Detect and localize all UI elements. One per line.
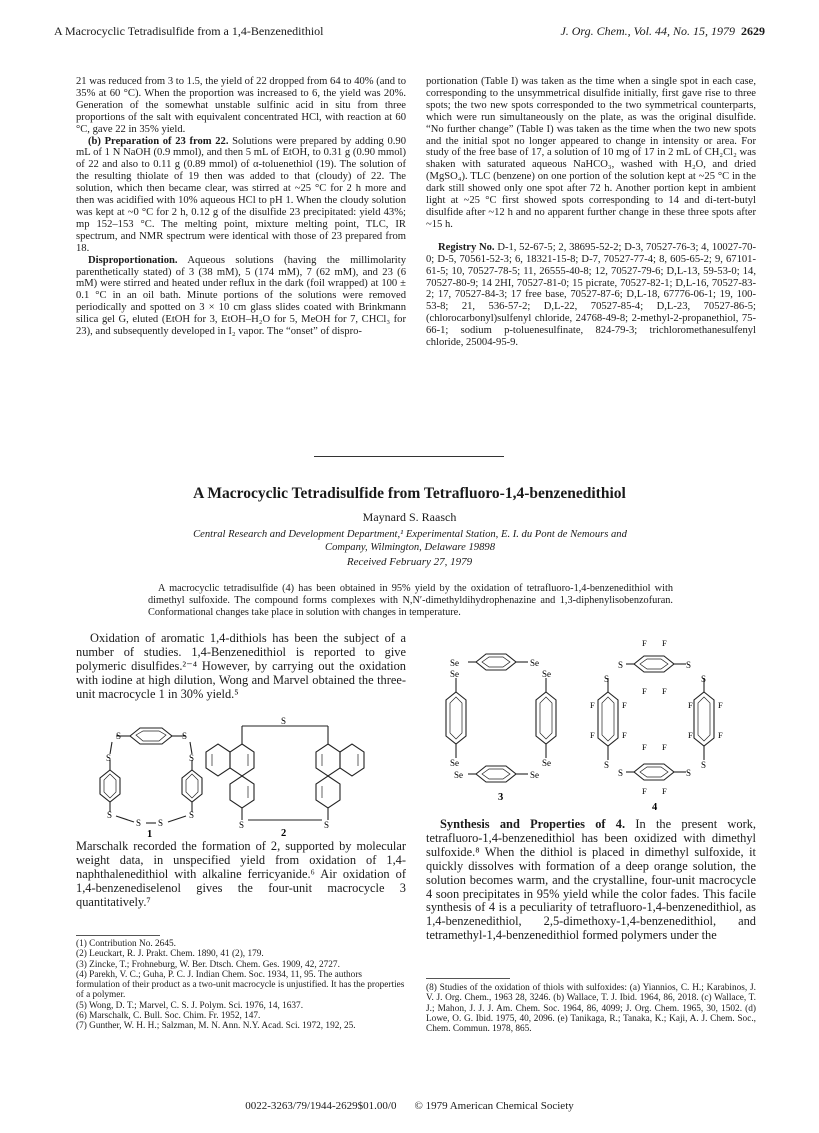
page-number: 2629 (741, 24, 765, 38)
footnote-5: (5) Wong, D. T.; Marvel, C. S. J. Polym. Sci. 1976, 14, 1637. (76, 1000, 304, 1011)
structure-label-3: 3 (498, 792, 504, 803)
synthesis-text: In the present work, tetrafluoro-1,4-benzenedithiol has been oxidized with dimethyl sulfoxide.⁸ When the dithiol is placed in dimethyl sulfoxide, it quickly dissolves with formation of a deep orange solution, the solution becomes warm, and the crystalline, four-unit macrocycle 4 soon precipitates in 95% yield while the color fades. This facile synthesis of 4 is a peculiarity of tetrafluoro-1,4-benzenedithiol, as 1,4-benzenedithiol, 2,5-dimethoxy-1,4-benzenedithiol, and tetramethyl-1,4-benzenedithiol formed polymers under the (426, 817, 756, 943)
registry-numbers (426, 242, 756, 349)
structure-4-s6: S (701, 760, 707, 770)
prev-paragraph-2-heading: (b) Preparation of 23 from 22. (88, 135, 229, 147)
structures-1-2 (76, 716, 406, 838)
affiliation-line-1: Central Research and Development Department,¹ Experimental Station, E. I. du Pont de Nemours and (193, 529, 627, 540)
page-footer (40, 1100, 779, 1112)
structure-4-f2: F (662, 638, 667, 648)
structure-3-se1: Se (450, 658, 459, 668)
abstract: A macrocyclic tetradisulfide (4) has been obtained in 95% yield by the oxidation of tetrafluoro-1,4-benzenedithiol with dimethyl sulfoxide. The compound forms complexes with N,N′-dimethyldihydrophenazine and 1,3-diphenylisobenzofuran. Conformational changes take place in solution with changes in temperature. (148, 583, 673, 618)
structure-4-f16: F (662, 786, 667, 796)
structure-label-4: 4 (652, 802, 658, 813)
structure-4-f3: F (590, 700, 595, 710)
structure-1-s4: S (189, 753, 195, 763)
structure-4-f15: F (642, 786, 647, 796)
prev-paragraph-3-heading: Disproportionation. (88, 254, 178, 266)
article-title: A Macrocyclic Tetradisulfide from Tetrafluoro-1,4-benzenedithiol (193, 485, 626, 502)
structure-1-s1: S (116, 731, 122, 741)
prev-paragraph-2-text: Solutions were prepared by adding 0.90 mL of 1 N NaOH (0.9 mmol), and then 5 mL of EtOH, to 0.31 g (0.90 mmol) of 22 and also to 0.11 g (0.89 mmol) of α-toluenethiol (19). The solution of the resulting thiolate of 19 then was added to that (cloudy) of 22. The solution, which then became clear, was stirred at ~25 °C for 2 h more and then was acidified with 10% aqueous HCl to pH 1. When the cloudy solution was kept at ~0 °C for 2 h, 0.12 g of the disulfide 23 precipitated: yield 43%; mp 152–153 °C. The melting point, mixture melting point, TLC, IR spectrum, and NMR spectrum were identical with those of 23 prepared from 18. (76, 135, 406, 254)
structure-4-f4: F (622, 700, 627, 710)
journal-citation: J. Org. Chem., Vol. 44, No. 15, 1979 (560, 24, 735, 38)
structure-3-se3: Se (450, 669, 459, 679)
structure-4-f8: F (622, 730, 627, 740)
running-head-journal (560, 24, 765, 39)
intro-paragraph-2: Marschalk recorded the formation of 2, supported by molecular weight data, in unspecified yield from oxidation of 1,4-naphthalenedithiol with alkaline ferricyanide.⁶ Air oxidation of 1,4-benzenediselenol gives the four-unit macrocycle 3 quantitatively.⁷ (76, 839, 406, 909)
structure-label-1: 1 (147, 829, 153, 838)
structure-4-f14: F (662, 742, 667, 752)
article-separator (314, 456, 504, 457)
affiliation-line-2: Company, Wilmington, Delaware 19898 (325, 541, 495, 553)
structure-4-f11: F (642, 686, 647, 696)
prev-paragraph-2 (76, 136, 406, 255)
structure-4-f7: F (590, 730, 595, 740)
prev-paragraph-4: portionation (Table I) was taken as the time when a single spot in each case, corresponding to the unsymmetrical disulfide initially, first gave rise to three spots; the two new spots corresponded to the two symmetrical counterparts, which were run simultaneously on the plate, as was the original disulfide. “No further change” (Table I) was taken as the time when the two new spots and the initial spot no longer appeared to change in intensity or area. For study of the free base of 17, a solution of 10 mg of 17 in 2 mL of CH₂Cl₂ was shaken with saturated aqueous NaHCO₃, washed with H₂O, and dried (MgSO₄). TLC (benzene) on one portion of the solution kept at ~25 °C in the dark still showed only one spot after 72 h. Another portion kept in ambient light at ~25 °C first showed spots corresponding to 14 and di-tert-butyl disulfide after ~12 h and no apparent further change in these three spots after ~15 h. (426, 76, 756, 230)
footer-code: 0022-3263/79/1944-2629$01.00/0 (245, 1100, 397, 1112)
structure-4-s3: S (604, 674, 610, 684)
article-author: Maynard S. Raasch (362, 510, 457, 524)
structure-3-se6: Se (542, 758, 551, 768)
structure-4-s2: S (686, 660, 692, 670)
structure-4-f13: F (642, 742, 647, 752)
structure-3 (446, 654, 556, 782)
structure-4-f6: F (718, 700, 723, 710)
footnote-1: (1) Contribution No. 2645. (76, 939, 176, 949)
structure-3-se4: Se (542, 669, 551, 679)
structure-1-s7: S (136, 818, 142, 828)
structure-2-s3: S (324, 820, 330, 830)
running-head-title: A Macrocyclic Tetradisulfide from a 1,4-Benzenedithiol (54, 24, 324, 38)
footnote-7: (7) Gunther, W. H. H.; Salzman, M. N. Ann. N.Y. Acad. Sci. 1972, 192, 25. (76, 1021, 356, 1032)
synthesis-section (426, 818, 756, 943)
article-affiliation (130, 529, 690, 554)
prev-paragraph-1: 21 was reduced from 3 to 1.5, the yield of 22 dropped from 64 to 40% (and to 35% at 60 °C). When the proportion was increased to 6, the yield was 20%. Generation of the somewhat unstable sulfinic acid in situ from three proportions of the salt with equivalent concentrated HCl, with reaction at 60 °C, gave 22 in 35% yield. (76, 76, 406, 135)
footnote-8: (8) Studies of the oxidation of thiols with sulfoxides: (a) Yiannios, C. H.; Karabinos, J. V. J. Org. Chem., 1963 28, 3246. (b) Wallace, T. J. Ibid. 1964, 86, 2018. (c) Wallace, T. J.; Mahon, J. J. J. Am. Chem. Soc. 1964, 86, 4099; J. Org. Chem. 1965, 30, 1502. (d) Lowe, O. G. Ibid. 1975, 40, 2096. (e) Tanikaga, R.; Tanaka, K.; Kaji, A. J. Chem. Soc., Chem. Commun. 1978, 865. (426, 983, 756, 1035)
synthesis-heading: Synthesis and Properties of 4. (440, 817, 626, 831)
footnote-6: (6) Marschalk, C. Bull. Soc. Chim. Fr. 1952, 147. (76, 1011, 261, 1022)
registry-heading: Registry No. (438, 241, 495, 253)
structure-4-f10: F (718, 730, 723, 740)
structure-3-se2: Se (530, 658, 539, 668)
structure-4-f5: F (688, 700, 693, 710)
registry-text: D-1, 52-67-5; 2, 38695-52-2; D-3, 70527-76-3; 4, 10027-70-0; D-5, 70561-52-3; 6, 18321-15-8; D-7, 70527-77-4; 8, 605-65-2; 9, 67101-61-5; 10, 70527-78-5; 11, 26555-40-8; 12, 70527-79-6; D,L-13, 59-53-0; 14, 70527-80-9; 14 2HI, 70527-81-0; 15 picrate, 70527-82-1; D,L-16, 70527-83-2; 17, 70527-84-3; 17 free base, 70527-87-6; D,L-18, 67776-06-1; 19, 100-53-8; 21, 536-57-2; D,L-22, 70527-85-4; D,L-23, 70527-86-5; (chlorocarbonyl)sulfenyl chloride, 24768-49-8; 2-methyl-2-propanethiol, 75-66-1; sodium p-toluenesulfinate, 824-79-3; trichloromethanesulfenyl chloride, 25004-95-9. (426, 241, 756, 349)
structure-1-s6: S (189, 810, 195, 820)
structure-4-f1: F (642, 638, 647, 648)
prev-paragraph-3-text: Aqueous solutions (having the millimolarity parenthetically stated) of 3 (38 mM), 5 (174 mM), 7 (62 mM), and 23 (6 mM) were stirred and heated under reflux in the dark (foil wrapped) at 100 ± 0.1 °C in an oil bath. Minute portions of the solutions were removed periodically and spotted on 3 × 10 cm glass slides coated with Brinkmann silica gel G, eluted (EtOH for 3, EtOH–H₂O for 5, MeOH for 7, CHCl₃ for 23), and subsequently developed in I₂ vapor. The “onset” of dispro- (76, 254, 406, 338)
structure-4-s8: S (686, 768, 692, 778)
received-date: Received February 27, 1979 (346, 556, 473, 568)
running-head (54, 24, 765, 40)
structure-4-s4: S (701, 674, 707, 684)
footer-copyright: © 1979 American Chemical Society (414, 1100, 574, 1112)
structure-3-se5: Se (450, 758, 459, 768)
structure-1-s5: S (107, 810, 113, 820)
structure-1-s3: S (106, 753, 112, 763)
structure-label-2: 2 (281, 828, 287, 838)
footnote-rule-left (76, 935, 160, 936)
prev-article-left-column (76, 76, 406, 338)
prev-article-right-column (426, 76, 756, 349)
footnote-2: (2) Leuckart, R. J. Prakt. Chem. 1890, 41 (2), 179. (76, 949, 264, 960)
structure-1-s8: S (158, 818, 164, 828)
structure-4-f9: F (688, 730, 693, 740)
structure-4 (598, 656, 714, 780)
structures-3-4 (426, 634, 756, 816)
structure-3-se7: Se (454, 770, 463, 780)
structure-4-s7: S (618, 768, 624, 778)
intro-paragraph-1: Oxidation of aromatic 1,4-dithiols has been the subject of a number of studies. 1,4-Benzenedithiol is reported to give polymeric disulfides.²⁻⁴ However, by carrying out the oxidation with iodine at high dilution, Wong and Marvel obtained the three-unit macrocycle 1 in 30% yield.⁵ (76, 631, 406, 701)
footnote-3: (3) Zincke, T.; Frohneburg, W. Ber. Dtsch. Chem. Ges. 1909, 42, 2727. (76, 959, 340, 970)
structure-2-s1: S (281, 716, 287, 726)
footnote-4: (4) Parekh, V. C.; Guha, P. C. J. Indian Chem. Soc. 1934, 11, 95. The authors formulation of their product as a two-unit macrocycle is unjustified. It has the properties of a polymer. (76, 969, 405, 1001)
footnotes-left (76, 939, 406, 1032)
structure-3-se8: Se (530, 770, 539, 780)
footnote-rule-right (426, 978, 510, 979)
structure-1-s2: S (182, 731, 188, 741)
prev-paragraph-3 (76, 255, 406, 338)
structure-2-s2: S (239, 820, 245, 830)
structure-4-s1: S (618, 660, 624, 670)
structure-4-s5: S (604, 760, 610, 770)
structure-1 (100, 728, 202, 823)
structure-2 (206, 726, 364, 820)
structure-4-f12: F (662, 686, 667, 696)
